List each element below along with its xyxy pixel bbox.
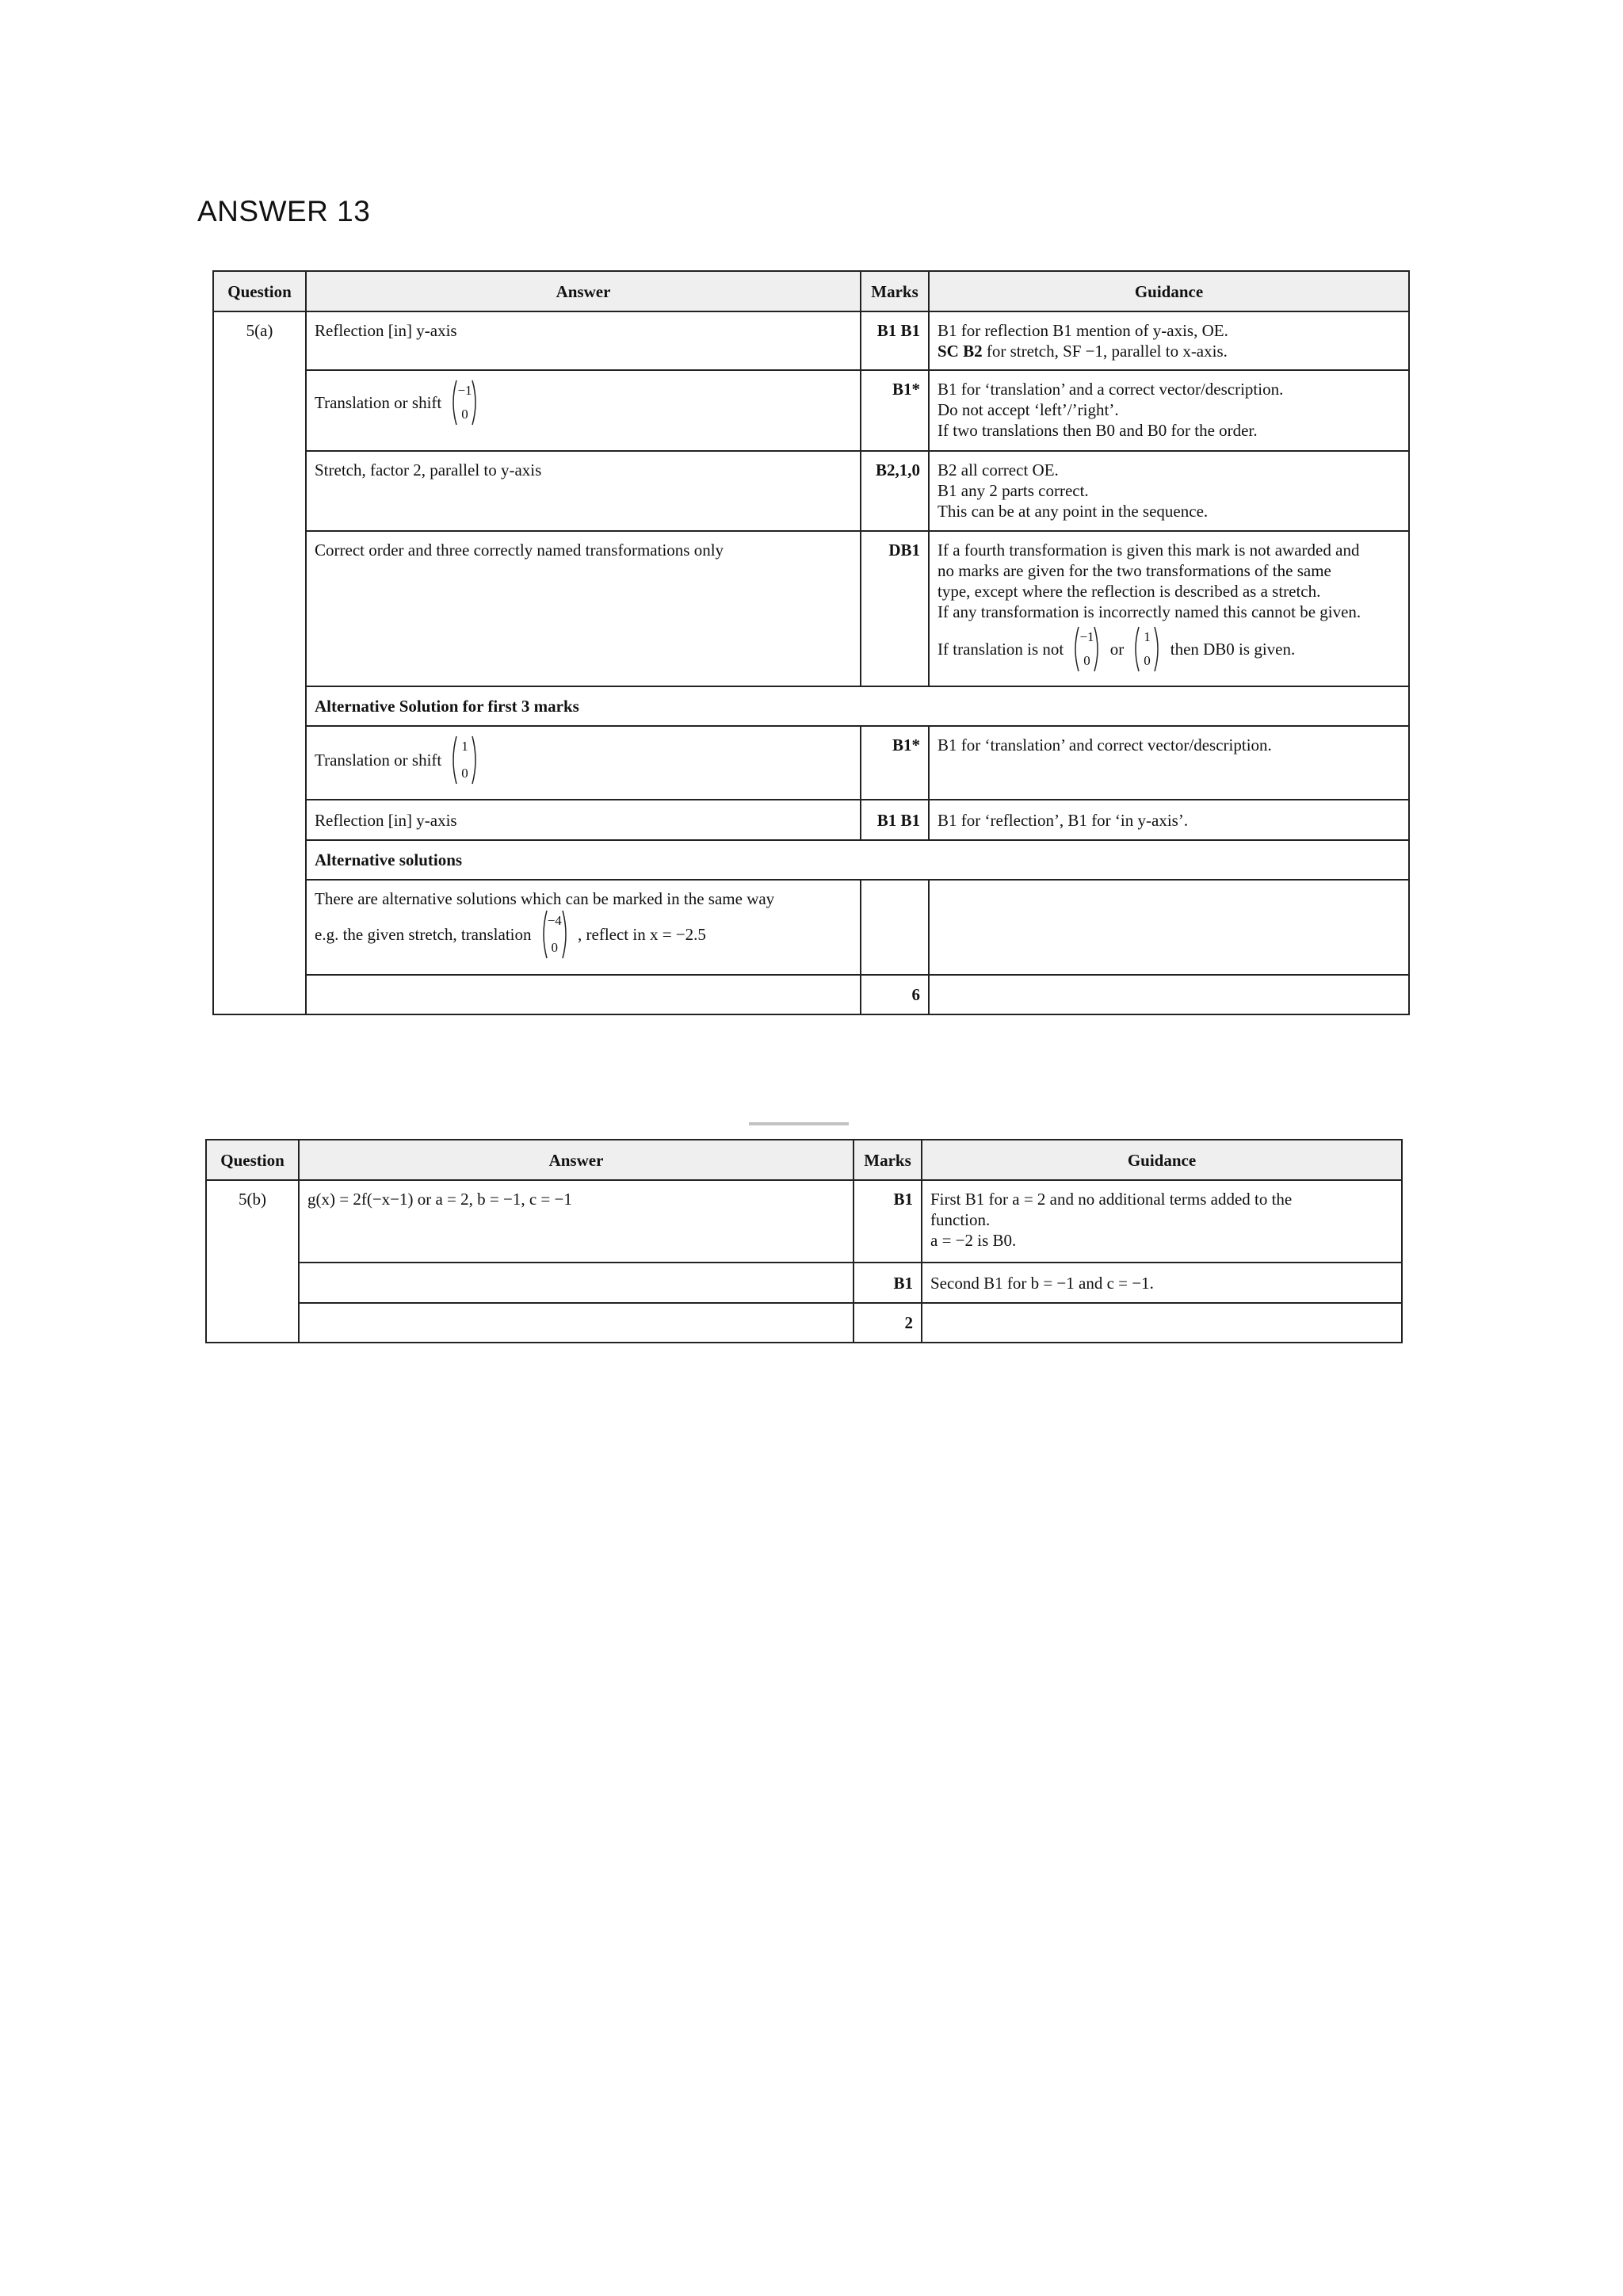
table-row [213,370,1409,451]
column-vector [1071,625,1102,673]
answer-cell: Stretch, factor 2, parallel to y-axis [306,451,861,531]
header-answer: Answer [299,1140,854,1180]
answer-cell: Correct order and three correctly named transformations only [306,531,861,686]
guidance-line: function. [930,1210,991,1229]
guidance-text: then DB0 is given. [1170,640,1296,659]
guidance-line: Do not accept ‘left’/’right’. [938,400,1119,419]
table-header-row [206,1140,1402,1180]
question-number: 5(b) [206,1180,299,1343]
header-question: Question [213,271,306,311]
table-row [213,800,1409,840]
marks-cell: B1 B1 [861,800,929,840]
guidance-cell [929,531,1409,686]
guidance-cell [929,880,1409,975]
guidance-cell: Second B1 for b = −1 and c = −1. [922,1263,1402,1303]
marks-cell: B1 B1 [861,311,929,370]
vector-top: −1 [1079,629,1094,644]
guidance-cell [929,311,1409,370]
table-row [213,686,1409,726]
table-row [213,840,1409,880]
guidance-line: B2 all correct OE. [938,460,1059,479]
scan-artifact [749,1122,849,1125]
guidance-cell: B1 for ‘reflection’, B1 for ‘in y-axis’. [929,800,1409,840]
guidance-line: B1 for ‘translation’ and a correct vector/description. [938,380,1284,399]
answer-line [315,909,852,960]
answer-text: Translation or shift [315,751,442,770]
column-vector [449,735,480,785]
page-heading: ANSWER 13 [197,195,371,227]
marks-cell: B1* [861,370,929,451]
header-guidance: Guidance [929,271,1409,311]
table-row [213,880,1409,975]
vector-bottom: 0 [1144,653,1151,668]
guidance-line: First B1 for a = 2 and no additional terms added to the [930,1190,1293,1209]
header-marks: Marks [861,271,929,311]
mark-scheme-table-5a [212,270,1410,1015]
marks-cell [861,880,929,975]
vector-top: −1 [457,383,472,398]
marks-cell: DB1 [861,531,929,686]
guidance-line: B1 any 2 parts correct. [938,481,1089,500]
answer-cell [299,1263,854,1303]
guidance-line: If any transformation is incorrectly named this cannot be given. [938,602,1361,621]
answer-text: Translation or shift [315,393,442,412]
header-guidance: Guidance [922,1140,1402,1180]
answer-text: e.g. the given stretch, translation [315,925,532,944]
total-marks: 6 [861,975,929,1014]
total-row [206,1303,1402,1343]
header-marks: Marks [854,1140,922,1180]
alternative-solutions-heading: Alternative solutions [306,840,1409,880]
alternative-heading: Alternative Solution for first 3 marks [306,686,1409,726]
answer-line: There are alternative solutions which can be marked in the same way [315,889,775,908]
marks-cell: B1 [854,1263,922,1303]
vector-bottom: 0 [551,940,559,955]
table-row [206,1263,1402,1303]
answer-cell: Reflection [in] y-axis [306,800,861,840]
vector-bottom: 0 [1083,653,1090,668]
answer-cell [306,880,861,975]
guidance-cell [929,975,1409,1014]
table-row [213,726,1409,800]
answer-text: , reflect in x = −2.5 [578,925,706,944]
marks-cell: B1* [861,726,929,800]
table-row [213,451,1409,531]
total-row [213,975,1409,1014]
guidance-cell [922,1180,1402,1263]
table-row [206,1180,1402,1263]
answer-cell [306,975,861,1014]
guidance-line: If two translations then B0 and B0 for the order. [938,421,1258,440]
vector-top: 1 [461,739,468,754]
answer-cell [306,726,861,800]
vector-bottom: 0 [461,766,468,781]
guidance-cell [929,370,1409,451]
guidance-cell [929,451,1409,531]
guidance-text: If translation is not [938,640,1064,659]
header-question: Question [206,1140,299,1180]
guidance-line: a = −2 is B0. [930,1231,1017,1250]
vector-top: 1 [1144,629,1151,644]
guidance-cell: B1 for ‘translation’ and correct vector/description. [929,726,1409,800]
special-case-label: SC B2 [938,342,983,361]
guidance-line: B1 for reflection B1 mention of y-axis, OE. [938,321,1228,340]
guidance-line: This can be at any point in the sequence. [938,502,1209,521]
guidance-cell [922,1303,1402,1343]
guidance-text: or [1109,640,1125,659]
table-row [213,311,1409,370]
guidance-line: If a fourth transformation is given this mark is not awarded and [938,541,1360,560]
vector-top: −4 [547,913,562,928]
guidance-line [938,625,1400,673]
marks-cell: B2,1,0 [861,451,929,531]
mark-scheme-table-5b [205,1139,1403,1343]
guidance-line [938,341,1400,361]
guidance-line: type, except where the reflection is described as a stretch. [938,582,1321,601]
table-header-row [213,271,1409,311]
answer-cell: Reflection [in] y-axis [306,311,861,370]
answer-cell [306,370,861,451]
marks-cell: B1 [854,1180,922,1263]
vector-bottom: 0 [461,407,468,422]
table-row [213,531,1409,686]
column-vector [539,909,571,960]
total-marks: 2 [854,1303,922,1343]
header-answer: Answer [306,271,861,311]
answer-cell [299,1303,854,1343]
column-vector [449,379,480,426]
column-vector [1131,625,1163,673]
guidance-line: no marks are given for the two transformations of the same [938,561,1331,580]
answer-cell: g(x) = 2f(−x−1) or a = 2, b = −1, c = −1 [299,1180,854,1263]
question-number: 5(a) [213,311,306,1014]
special-case-text: for stretch, SF −1, parallel to x-axis. [982,342,1228,361]
